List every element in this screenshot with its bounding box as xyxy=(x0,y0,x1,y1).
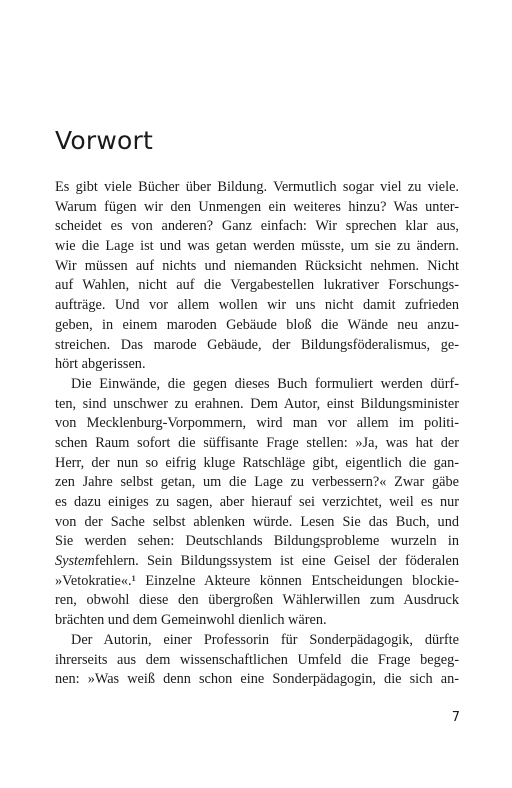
text-line: geben, in einem maroden Gebäude bloß die Wände neu anzu- xyxy=(55,316,459,333)
paragraph xyxy=(55,375,459,631)
text-line: auf Wahlen, nicht auf die Vergabestellen lukrativer Forschungs- xyxy=(55,277,459,294)
text-line: Es gibt viele Bücher über Bildung. Vermutlich sogar viel zu viele. xyxy=(55,179,459,195)
chapter-title: Vorwort xyxy=(55,126,153,155)
text-line: aufträge. Und vor allem wollen wir uns nicht damit zufrieden xyxy=(55,297,459,314)
paragraph xyxy=(55,631,459,690)
text-line: »Vetokratie«.¹ Einzelne Akteure können Entscheidungen blockie- xyxy=(55,572,459,589)
text-line: streichen. Das marode Gebäude, der Bildungsföderalismus, ge- xyxy=(55,336,459,353)
text-line: ihrerseits aus dem wissenschaftlichen Umfeld die Frage begeg- xyxy=(55,651,459,668)
text-line: brächten und dem Gemeinwohl dienlich wären. xyxy=(55,612,327,629)
text-line: es dazu einiges zu sagen, aber hierauf sei verzichtet, weil es nur xyxy=(55,494,459,510)
text-fragment: fehlern. Sein Bildungssystem ist eine Geisel der föderalen xyxy=(94,553,459,570)
text-line: schen Raum sofort die süffisante Frage stellen: »Ja, was hat der xyxy=(55,434,459,451)
text-line xyxy=(55,552,459,572)
text-line: nen: »Was weiß denn schon eine Sonderpädagogin, die sich an- xyxy=(55,671,459,688)
text-line: von Mecklenburg-Vorpommern, wird man vor allem im politi- xyxy=(55,415,459,432)
text-line: zen Jahre selbst getan, um die Lage zu verbessern?« Zwar gäbe xyxy=(55,474,459,491)
text-line: Herr, der nun so eifrig kluge Ratschläge gibt, eigentlich die gan- xyxy=(55,454,459,471)
text-line: wie die Lage ist und was getan werden müsste, um sie zu ändern. xyxy=(55,238,459,255)
text-line: hört abgerissen. xyxy=(55,356,146,373)
text-line: Die Einwände, die gegen dieses Buch formuliert werden dürf- xyxy=(71,375,459,392)
text-line: ren, obwohl diese den übergroßen Wählerwillen zum Ausdruck xyxy=(55,592,459,609)
text-line: Wir müssen auf nichts und niemanden Rücksicht nehmen. Nicht xyxy=(55,257,459,274)
text-line: von der Sache selbst ablenken würde. Lesen Sie das Buch, und xyxy=(55,513,459,530)
paragraph xyxy=(55,178,459,375)
text-line: Sie werden sehen: Deutschlands Bildungsprobleme wurzeln in xyxy=(55,533,459,550)
text-line: ten, sind unschwer zu erahnen. Dem Autor, einst Bildungsminister xyxy=(55,395,459,412)
text-line: Warum fügen wir den Unmengen ein weiteres hinzu? Was unter- xyxy=(55,198,459,215)
text-line: Der Autorin, einer Professorin für Sonderpädagogik, dürfte xyxy=(71,631,459,648)
text-line: scheidet es von anderen? Ganz einfach: Wir sprechen klar aus, xyxy=(55,218,459,235)
body-text xyxy=(55,178,459,690)
page-number: 7 xyxy=(451,710,460,725)
emphasized-text: System xyxy=(55,553,95,570)
